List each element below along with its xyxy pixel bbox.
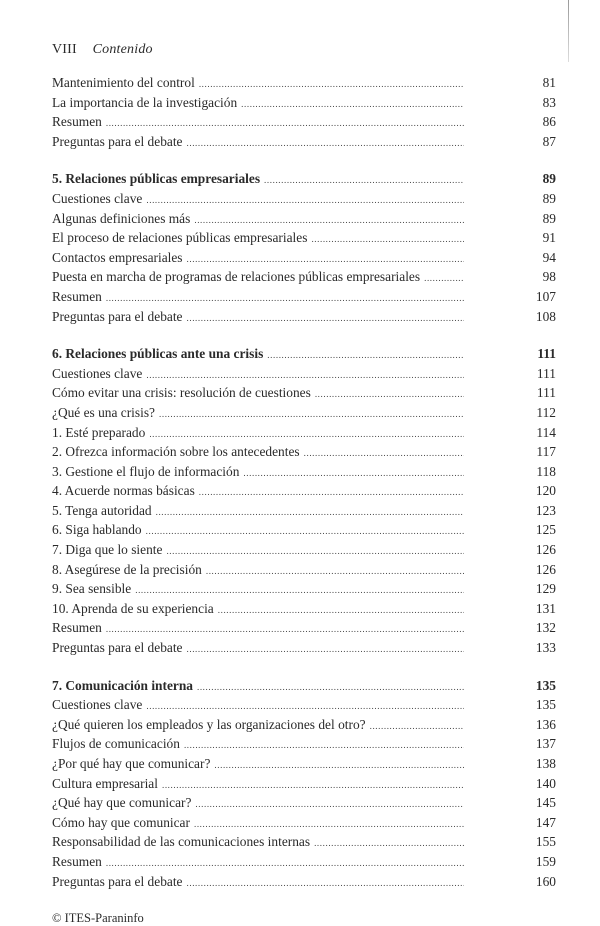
dot-leader [106,289,464,308]
toc-entry-row[interactable] [52,873,556,893]
toc-page-number: 135 [535,677,556,693]
toc-page-number: 108 [535,308,556,324]
toc-entry-title: ¿Qué es una crisis? [52,404,155,420]
dot-leader [370,717,464,736]
running-head-title: Contenido [92,42,153,57]
toc-page-number: 89 [542,171,556,187]
toc-page-number: 87 [542,133,556,149]
toc-page-number: 81 [542,75,556,90]
toc-page-number: 120 [535,483,556,499]
toc-page-number: 131 [535,600,556,616]
table-of-contents [52,74,556,892]
dot-leader [199,75,464,94]
dot-leader [194,815,464,834]
running-head-page-number: VIII [52,42,77,57]
toc-entry-row[interactable] [52,288,556,308]
toc-entry-title: Resumen [52,853,102,869]
toc-entry-row[interactable] [52,404,556,424]
toc-entry-row[interactable] [52,619,556,639]
toc-entry-row[interactable] [52,502,556,522]
toc-page-number: 132 [535,620,556,636]
toc-entry-row[interactable] [52,384,556,404]
toc-entry-row[interactable] [52,229,556,249]
toc-entry-title: Puesta en marcha de programas de relaciones públicas empresariales [52,269,421,285]
toc-entry-title: 5. Tenga autoridad [52,502,152,518]
toc-entry-title: Resumen [52,620,102,636]
toc-entry-title: Responsabilidad de las comunicaciones internas [52,834,311,850]
dot-leader [314,834,464,853]
toc-entry-title: Cómo hay que comunicar [52,814,190,830]
toc-page-number: 145 [535,795,556,811]
toc-page-number: 107 [535,288,556,304]
toc-entry-title: ¿Qué quieren los empleados y las organizaciones del otro? [52,716,366,732]
dot-leader [162,776,464,795]
toc-entry-title: Cuestiones clave [52,190,143,206]
toc-entry-title: Preguntas para el debate [52,133,183,149]
dot-leader [156,503,464,522]
dot-leader [187,250,464,269]
toc-page-number: 160 [535,873,556,889]
toc-entry-row[interactable] [52,775,556,795]
toc-entry-row[interactable] [52,74,556,94]
dot-leader [264,171,464,190]
toc-entry-title: ¿Por qué hay que comunicar? [52,756,211,771]
dot-leader [146,697,464,716]
toc-page-number: 126 [535,561,556,577]
toc-entry-row[interactable] [52,308,556,328]
toc-chapter-row[interactable] [52,677,556,697]
toc-entry-title: 6. Siga hablando [52,522,142,538]
dot-leader [106,114,464,133]
toc-page-number: 140 [535,775,556,791]
toc-page-number: 111 [537,346,556,362]
dot-leader [267,346,464,365]
dot-leader [424,269,464,288]
toc-entry-row[interactable] [52,210,556,230]
toc-entry-row[interactable] [52,696,556,716]
toc-entry-title: Flujos de comunicación [52,736,180,752]
dot-leader [199,483,464,502]
toc-entry-row[interactable] [52,639,556,659]
toc-entry-title: Preguntas para el debate [52,873,183,889]
toc-entry-row[interactable] [52,853,556,873]
dot-leader [146,366,464,385]
dot-leader [195,795,464,814]
toc-entry-title: Resumen [52,288,102,304]
toc-entry-title: ¿Qué hay que comunicar? [52,795,192,811]
toc-page-number: 98 [542,269,556,285]
dot-leader [218,601,464,620]
page-edge-line [568,0,569,62]
toc-chapter-row[interactable] [52,345,556,365]
toc-entry-row[interactable] [52,814,556,834]
toc-entry-title: 1. Esté preparado [52,424,146,440]
toc-entry-row[interactable] [52,600,556,620]
toc-entry-title: 8. Asegúrese de la precisión [52,561,202,577]
toc-section [52,677,556,893]
toc-entry-title: Preguntas para el debate [52,308,183,324]
toc-entry-row[interactable] [52,482,556,502]
toc-entry-title: 3. Gestione el flujo de información [52,463,240,479]
toc-entry-row[interactable] [52,463,556,483]
dot-leader [187,640,465,659]
toc-page-number: 117 [536,444,556,460]
toc-entry-title: La importancia de la investigación [52,94,238,110]
toc-page-number: 123 [535,502,556,518]
running-head [52,40,556,60]
toc-page-number: 155 [535,834,556,850]
toc-page-number: 89 [542,210,556,226]
toc-entry-title: Mantenimiento del control [52,75,195,90]
toc-entry-title: 7. Diga que lo siente [52,542,163,558]
toc-page-number: 91 [542,230,556,246]
toc-entry-row[interactable] [52,113,556,133]
toc-entry-title: 10. Aprenda de su experiencia [52,600,214,616]
toc-page-number: 94 [542,249,556,265]
toc-page-number: 89 [542,190,556,206]
toc-entry-row[interactable] [52,94,556,114]
toc-page-number: 83 [542,94,556,110]
toc-entry-row[interactable] [52,561,556,581]
toc-page-number: 112 [536,404,556,420]
dot-leader [206,562,464,581]
toc-entry-title: 9. Sea sensible [52,581,132,597]
toc-entry-row[interactable] [52,443,556,463]
dot-leader [187,134,465,153]
dot-leader [194,211,464,230]
toc-page-number: 118 [536,463,556,479]
toc-page-number: 129 [535,581,556,597]
toc-entry-title: Algunas definiciones más [52,210,191,226]
toc-entry-row[interactable] [52,365,556,385]
dot-leader [159,405,464,424]
dot-leader [197,678,464,697]
toc-entry-row[interactable] [52,190,556,210]
dot-leader [135,581,464,600]
toc-page-number: 159 [535,853,556,869]
toc-page-number: 133 [535,640,556,656]
toc-section [52,74,556,152]
toc-chapter-title: 6. Relaciones públicas ante una crisis [52,346,264,362]
dot-leader [214,756,464,775]
dot-leader [106,620,464,639]
toc-page-number: 126 [535,542,556,558]
toc-page-number: 111 [536,385,556,401]
toc-chapter-title: 7. Comunicación interna [52,677,193,693]
toc-page-number: 136 [535,716,556,732]
toc-entry-title: Cultura empresarial [52,775,158,791]
toc-page-number: 147 [535,814,556,830]
toc-entry-title: Cuestiones clave [52,365,143,381]
toc-entry-row[interactable] [52,735,556,755]
dot-leader [304,444,464,463]
toc-entry-row[interactable] [52,794,556,814]
toc-entry-title: Resumen [52,114,102,130]
toc-entry-row[interactable] [52,541,556,561]
toc-entry-title: 2. Ofrezca información sobre los antecedentes [52,444,300,460]
toc-entry-title: Contactos empresariales [52,249,183,265]
dot-leader [146,522,464,541]
toc-entry-title: Cuestiones clave [52,697,143,713]
dot-leader [166,542,464,561]
toc-chapter-row[interactable] [52,170,556,190]
toc-entry-row[interactable] [52,268,556,288]
toc-section [52,345,556,659]
dot-leader [149,425,464,444]
toc-entry-row[interactable] [52,833,556,853]
footer-copyright: © ITES-Paraninfo [52,911,144,926]
toc-page-number: 135 [535,697,556,713]
toc-entry-row[interactable] [52,424,556,444]
dot-leader [315,385,464,404]
dot-leader [243,464,464,483]
toc-entry-title: 4. Acuerde normas básicas [52,483,195,499]
toc-entry-title: El proceso de relaciones públicas empresariales [52,230,308,246]
toc-entry-title: Cómo evitar una crisis: resolución de cuestiones [52,385,311,401]
toc-entry-row[interactable] [52,755,556,775]
toc-entry-title: Preguntas para el debate [52,640,183,656]
dot-leader [187,874,465,893]
toc-page-number: 137 [535,736,556,752]
dot-leader [146,191,464,210]
toc-page-number: 114 [536,424,556,440]
dot-leader [187,309,465,328]
toc-entry-row[interactable] [52,133,556,153]
toc-chapter-title: 5. Relaciones públicas empresariales [52,171,261,187]
toc-page-number: 111 [536,365,556,381]
toc-page-number: 138 [535,756,556,771]
toc-entry-row[interactable] [52,580,556,600]
toc-entry-row[interactable] [52,249,556,269]
dot-leader [184,736,464,755]
dot-leader [241,95,464,114]
dot-leader [106,854,464,873]
toc-entry-row[interactable] [52,521,556,541]
toc-page-number: 86 [542,114,556,130]
toc-page-number: 125 [535,522,556,538]
dot-leader [311,230,464,249]
toc-section [52,170,556,327]
toc-entry-row[interactable] [52,716,556,736]
